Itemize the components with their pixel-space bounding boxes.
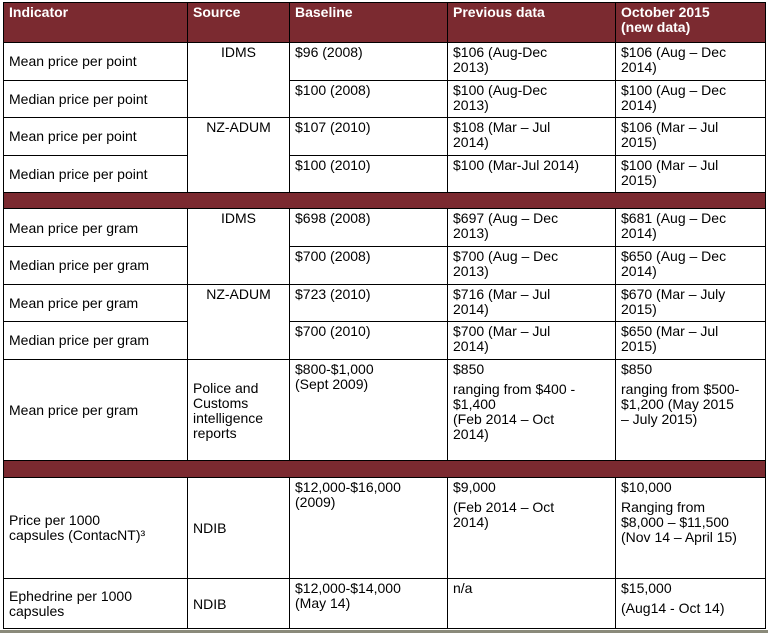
previous-cell (448, 284, 616, 322)
october-line: 2015) (621, 338, 657, 355)
source-cell: IDMS (188, 43, 290, 118)
header-october-line2: (new data) (621, 19, 691, 35)
october-line: $100 (Aug – Dec (621, 81, 727, 98)
october-line: (Nov 14 – April 15) (621, 528, 737, 545)
october-cell (616, 80, 766, 118)
previous-cell (448, 80, 616, 118)
previous-line: ranging from $400 - (453, 380, 576, 397)
previous-line: 2013) (453, 263, 489, 280)
baseline-cell: $107 (2010) (290, 118, 448, 156)
previous-line: $9,000 (453, 478, 496, 495)
baseline-cell: $723 (2010) (290, 284, 448, 322)
baseline-cell: $100 (2010) (290, 155, 448, 193)
previous-line: 2014) (453, 300, 489, 317)
october-cell (616, 43, 766, 81)
october-cell (616, 118, 766, 156)
baseline-line: (May 14) (295, 595, 351, 612)
october-line: ranging from $500- (621, 380, 740, 397)
october-line: 2014) (621, 263, 657, 280)
indicator-cell: Median price per gram (4, 322, 188, 360)
previous-line: $700 (Aug – Dec (453, 248, 559, 265)
baseline-line: $12,000-$16,000 (295, 478, 401, 495)
indicator-cell: Mean price per gram (4, 284, 188, 322)
indicator-cell: Mean price per point (4, 118, 188, 156)
previous-cell (448, 43, 616, 81)
indicator-cell: Mean price per point (4, 43, 188, 81)
indicator-cell (4, 579, 188, 629)
previous-line: $850 (453, 360, 485, 377)
source-cell: IDMS (188, 209, 290, 284)
previous-cell (448, 477, 616, 579)
previous-line: (Feb 2014 – Oct (453, 498, 555, 515)
separator-cell (4, 461, 766, 477)
indicator-line: Price per 1000 (9, 512, 101, 529)
table-row (4, 477, 766, 579)
indicator-cell: Median price per gram (4, 247, 188, 285)
previous-cell (448, 118, 616, 156)
table-row (4, 359, 766, 461)
october-line: (Aug14 - Oct 14) (621, 600, 725, 617)
baseline-cell: $698 (2008) (290, 209, 448, 247)
indicator-cell: Mean price per gram (4, 359, 188, 461)
source-cell: NDIB (188, 579, 290, 629)
october-cell (616, 477, 766, 579)
october-line: $100 (Mar – Jul (621, 156, 719, 173)
october-line: 2015) (621, 134, 657, 151)
previous-line: $697 (Aug – Dec (453, 210, 559, 227)
indicator-cell: Median price per point (4, 80, 188, 118)
previous-line: $716 (Mar – Jul (453, 285, 551, 302)
baseline-cell (290, 359, 448, 461)
source-line: Police and (193, 379, 259, 396)
header-row (4, 3, 766, 43)
table-row (4, 579, 766, 629)
source-cell (188, 359, 290, 461)
october-line: $670 (Mar – July (621, 285, 726, 302)
previous-line: $1,400 (453, 395, 496, 412)
section-separator (4, 193, 766, 209)
header-baseline: Baseline (290, 3, 448, 43)
october-line: $10,000 (621, 478, 672, 495)
baseline-cell (290, 579, 448, 629)
october-line: $1,200 (May 2015 (621, 395, 734, 412)
indicator-line: capsules (9, 603, 65, 620)
previous-line: 2014) (453, 513, 489, 530)
source-line: intelligence (193, 409, 264, 426)
previous-line: (Feb 2014 – Oct (453, 410, 555, 427)
october-line: 2014) (621, 225, 657, 242)
october-line: – July 2015) (621, 410, 698, 427)
october-line: 2015) (621, 300, 657, 317)
october-cell (616, 155, 766, 193)
separator-cell (4, 193, 766, 209)
table-row (4, 284, 766, 322)
october-line: $850 (621, 360, 653, 377)
october-line: 2015) (621, 171, 657, 188)
source-cell: NZ-ADUM (188, 118, 290, 193)
table-row (4, 322, 766, 360)
section-separator (4, 461, 766, 477)
october-cell (616, 579, 766, 629)
october-cell (616, 209, 766, 247)
previous-line: $108 (Mar – Jul (453, 119, 551, 136)
table-row (4, 43, 766, 81)
table-row (4, 118, 766, 156)
header-source: Source (188, 3, 290, 43)
source-cell: NZ-ADUM (188, 284, 290, 359)
baseline-line: $12,000-$14,000 (295, 580, 401, 597)
october-cell (616, 322, 766, 360)
october-line: Ranging from (621, 498, 706, 515)
previous-line: 2014) (453, 338, 489, 355)
header-indicator: Indicator (4, 3, 188, 43)
october-cell (616, 247, 766, 285)
table-row (4, 80, 766, 118)
indicator-line: Ephedrine per 1000 (9, 588, 132, 605)
drug-price-table (3, 2, 766, 629)
october-line: $106 (Mar – Jul (621, 119, 719, 136)
previous-line: $100 (Aug-Dec (453, 81, 548, 98)
previous-cell (448, 247, 616, 285)
previous-line: 2014) (453, 134, 489, 151)
october-line: $681 (Aug – Dec (621, 210, 727, 227)
october-line: $106 (Aug – Dec (621, 44, 727, 60)
table-row (4, 209, 766, 247)
source-line: Customs (193, 394, 249, 411)
indicator-cell (4, 477, 188, 579)
baseline-line: (2009) (295, 493, 336, 510)
october-line: 2014) (621, 59, 657, 75)
previous-line: 2013) (453, 225, 489, 242)
previous-line: 2014) (453, 425, 489, 442)
october-cell (616, 284, 766, 322)
previous-cell (448, 322, 616, 360)
baseline-cell (290, 477, 448, 579)
baseline-cell: $100 (2008) (290, 80, 448, 118)
october-line: $15,000 (621, 580, 672, 597)
source-cell: NDIB (188, 477, 290, 579)
previous-cell (448, 209, 616, 247)
previous-line: 2013) (453, 59, 489, 75)
october-line: 2014) (621, 96, 657, 113)
october-cell (616, 359, 766, 461)
header-october-line1: October 2015 (621, 4, 710, 20)
header-october (616, 3, 766, 43)
baseline-line: (Sept 2009) (295, 375, 369, 392)
header-previous: Previous data (448, 3, 616, 43)
previous-cell: $100 (Mar-Jul 2014) (448, 155, 616, 193)
table-row (4, 155, 766, 193)
baseline-cell: $700 (2010) (290, 322, 448, 360)
indicator-line: capsules (ContacNT)³ (9, 527, 146, 544)
october-line: $8,000 – $11,500 (621, 513, 729, 530)
table-row (4, 247, 766, 285)
previous-cell: n/a (448, 579, 616, 629)
previous-line: $106 (Aug-Dec (453, 44, 548, 60)
baseline-cell: $96 (2008) (290, 43, 448, 81)
october-line: $650 (Aug – Dec (621, 248, 727, 265)
october-line: $650 (Mar – Jul (621, 323, 719, 340)
source-line: reports (193, 424, 237, 441)
baseline-cell: $700 (2008) (290, 247, 448, 285)
baseline-line: $800-$1,000 (295, 360, 374, 377)
previous-line: $700 (Mar – Jul (453, 323, 551, 340)
previous-line: 2013) (453, 96, 489, 113)
indicator-cell: Median price per point (4, 155, 188, 193)
indicator-cell: Mean price per gram (4, 209, 188, 247)
previous-cell (448, 359, 616, 461)
